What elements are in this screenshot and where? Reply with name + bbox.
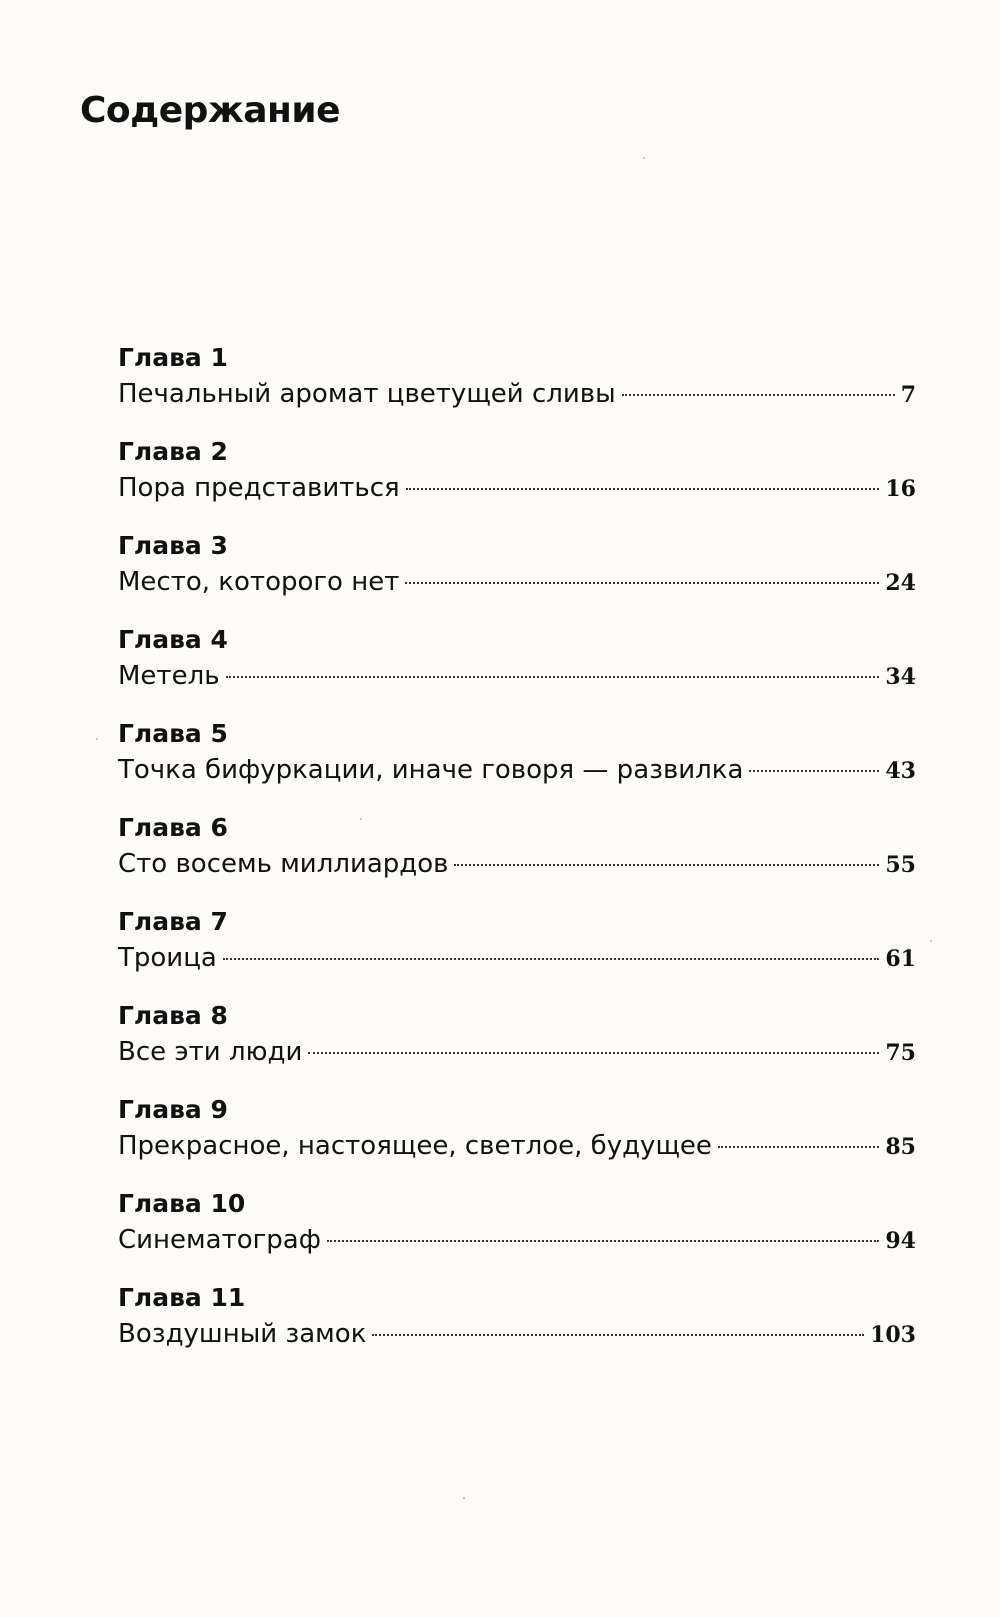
toc-link-chapter-3[interactable] — [118, 564, 916, 602]
chapter-title: Синематограф — [118, 1225, 321, 1255]
page-number: 75 — [885, 1040, 916, 1066]
toc-entry-1 — [118, 340, 916, 434]
dot-leader — [749, 770, 879, 772]
chapter-title: Прекрасное, настоящее, светлое, будущее — [118, 1131, 712, 1161]
toc-entry-3 — [118, 528, 916, 622]
toc-entry-6 — [118, 810, 916, 904]
page-number: 43 — [885, 758, 916, 784]
page-number: 61 — [885, 946, 916, 972]
chapter-label: Глава 6 — [118, 813, 228, 842]
toc-entry-7 — [118, 904, 916, 998]
dot-leader — [308, 1052, 879, 1054]
toc-entry-4 — [118, 622, 916, 716]
page-number: 85 — [885, 1134, 916, 1160]
toc-link-chapter-10[interactable] — [118, 1222, 916, 1260]
toc-entry-5 — [118, 716, 916, 810]
toc-link-chapter-11[interactable] — [118, 1316, 916, 1354]
chapter-title: Печальный аромат цветущей сливы — [118, 379, 616, 409]
chapter-title: Метель — [118, 661, 220, 691]
dot-leader — [405, 582, 879, 584]
page-number: 34 — [885, 664, 916, 690]
paper-speck — [643, 157, 645, 159]
chapter-title: Воздушный замок — [118, 1319, 367, 1349]
chapter-label: Глава 8 — [118, 1001, 228, 1030]
chapter-title: Место, которого нет — [118, 567, 400, 597]
paper-speck — [930, 940, 932, 942]
toc-entry-11 — [118, 1280, 916, 1374]
page-title: Содержание — [80, 90, 341, 131]
chapter-title: Сто восемь миллиардов — [118, 849, 449, 879]
toc-entry-9 — [118, 1092, 916, 1186]
dot-leader — [454, 864, 879, 866]
chapter-label: Глава 3 — [118, 531, 228, 560]
dot-leader — [372, 1334, 864, 1336]
chapter-title: Пора представиться — [118, 473, 400, 503]
page-number: 103 — [870, 1322, 916, 1348]
toc-link-chapter-7[interactable] — [118, 940, 916, 978]
page-number: 55 — [885, 852, 916, 878]
toc-link-chapter-1[interactable] — [118, 376, 916, 414]
page-number: 94 — [885, 1228, 916, 1254]
dot-leader — [223, 958, 880, 960]
chapter-label: Глава 11 — [118, 1283, 246, 1312]
toc-link-chapter-2[interactable] — [118, 470, 916, 508]
dot-leader — [718, 1146, 879, 1148]
page-number: 7 — [900, 382, 916, 408]
toc-link-chapter-6[interactable] — [118, 846, 916, 884]
chapter-label: Глава 2 — [118, 437, 228, 466]
dot-leader — [327, 1240, 879, 1242]
dot-leader — [406, 488, 880, 490]
paper-speck — [96, 738, 98, 740]
chapter-label: Глава 4 — [118, 625, 228, 654]
chapter-title: Точка бифуркации, иначе говоря — развилка — [118, 755, 744, 785]
chapter-label: Глава 7 — [118, 907, 228, 936]
page-number: 16 — [885, 476, 916, 502]
toc-entry-8 — [118, 998, 916, 1092]
paper-speck — [360, 818, 362, 820]
chapter-label: Глава 10 — [118, 1189, 246, 1218]
dot-leader — [226, 676, 880, 678]
dot-leader — [622, 394, 895, 396]
chapter-label: Глава 1 — [118, 343, 228, 372]
chapter-title: Все эти люди — [118, 1037, 303, 1067]
paper-speck — [463, 1497, 465, 1499]
toc-link-chapter-4[interactable] — [118, 658, 916, 696]
chapter-label: Глава 5 — [118, 719, 228, 748]
toc-link-chapter-9[interactable] — [118, 1128, 916, 1166]
page-number: 24 — [885, 570, 916, 596]
chapter-label: Глава 9 — [118, 1095, 228, 1124]
toc-link-chapter-5[interactable] — [118, 752, 916, 790]
toc-entry-2 — [118, 434, 916, 528]
toc-entry-10 — [118, 1186, 916, 1280]
chapter-title: Троица — [118, 943, 217, 973]
table-of-contents — [118, 340, 916, 1374]
toc-link-chapter-8[interactable] — [118, 1034, 916, 1072]
